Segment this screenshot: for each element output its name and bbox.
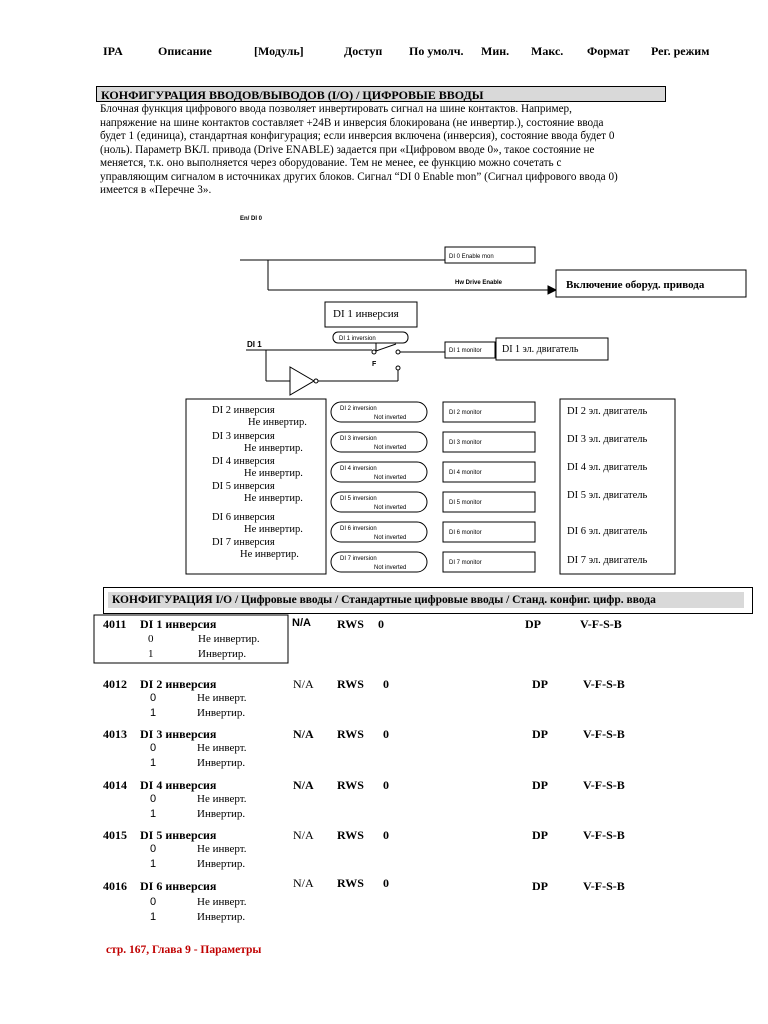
param-mode: V-F-S-B [583,727,625,741]
di4-inversion-pill: DI 4 inversion [340,466,377,472]
param-na: N/A [293,778,314,792]
di2-monitor: DI 2 monitor [449,410,482,416]
col-ipa: IPA [103,44,123,58]
di4-not-inverted-pill: Not inverted [374,475,407,481]
col-description: Описание [158,44,212,58]
option-label: Не инверт. [197,742,247,754]
paragraph-line: напряжение на шине контактов составляет +24В и инверсия блокирована (не инвертир.), состояние ввода [100,116,604,129]
paragraph-line: управляющим сигналом в источниках других блоков. Сигнал “DI 0 Enable mon” (Сигнал цифрового ввода 0) [100,170,618,183]
param-default: 0 [378,617,384,631]
param-format: DP [532,727,548,741]
param-na: N/A [293,828,314,842]
param-mode: V-F-S-B [583,828,625,842]
di2-motor: DI 2 эл. двигатель [567,406,648,417]
di6-monitor: DI 6 monitor [449,530,482,536]
di1-label: DI 1 [247,340,262,349]
en-di0-label: En/ DI 0 [240,216,263,222]
di5-motor: DI 5 эл. двигатель [567,490,648,501]
param-format: DP [525,617,541,631]
col-module: [Модуль] [254,44,304,58]
di7-inversion-label: DI 7 инверсия [212,537,275,548]
di3-not-inverted-label: Не инвертир. [244,443,303,454]
col-default: По умолч. [409,44,464,58]
option-value: 0 [150,793,157,805]
param-code: 4014 [103,778,127,792]
di5-not-inverted-pill: Not inverted [374,505,407,511]
param-default: 0 [383,727,389,741]
paragraph-line: Блочная функция цифрового ввода позволяет инвертировать сигнал на шине контактов. Например, [100,103,572,115]
param-name: DI 1 инверсия [140,617,217,631]
param-name: DI 2 инверсия [140,677,217,691]
di2-inversion-label: DI 2 инверсия [212,405,275,416]
di0-enable-mon-label: DI 0 Enable mon [449,254,494,260]
param-na: N/A [293,876,314,890]
drive-on-label: Включение оборуд. привода [566,279,705,291]
hw-drive-enable-label: Hw Drive Enable [455,280,503,286]
param-access: RWS [337,828,364,842]
di2-inversion-pill: DI 2 inversion [340,406,377,412]
f-label: F [372,361,377,368]
di5-monitor: DI 5 monitor [449,500,482,506]
col-max: Макс. [531,44,564,58]
option-value: 0 [150,692,157,704]
paragraph-line: имеется в «Перечне 3». [100,184,212,196]
param-na: N/A [293,727,314,741]
di1-motor-label: DI 1 эл. двигатель [502,344,579,355]
param-access: RWS [337,677,364,691]
col-access: Доступ [344,44,383,58]
option-value: 1 [148,648,154,660]
param-format: DP [532,677,548,691]
param-mode: V-F-S-B [583,879,625,893]
di5-inversion-pill: DI 5 inversion [340,496,377,502]
param-code: 4011 [103,617,127,631]
di4-not-inverted-label: Не инвертир. [244,468,303,479]
di5-not-inverted-label: Не инвертир. [244,493,303,504]
di3-inversion-pill: DI 3 inversion [340,436,377,442]
param-mode: V-F-S-B [580,617,622,631]
option-label: Инвертир. [197,757,246,769]
di7-inversion-pill: DI 7 inversion [340,556,377,562]
paragraph-line: будет 1 (единица), стандартная конфигурация; если инверсия включена (инверсия), состояние ввода будет 0 [100,130,615,142]
param-access: RWS [337,617,364,631]
option-value: 0 [150,742,157,754]
option-value: 0 [148,633,154,645]
option-label: Инвертир. [197,858,246,870]
di1-inversion-box-label: DI 1 inversion [339,336,376,342]
di7-monitor: DI 7 monitor [449,560,482,566]
paragraph-line: меняется, т.к. оно выполняется через оборудование. Тем не менее, ее функцию можно сочетать с [100,157,562,169]
option-label: Не инверт. [197,896,247,908]
param-format: DP [532,828,548,842]
option-value: 0 [150,896,157,908]
option-label: Не инверт. [197,793,247,805]
param-default: 0 [383,677,389,691]
di6-not-inverted-pill: Not inverted [374,535,407,541]
param-format: DP [532,778,548,792]
param-name: DI 5 инверсия [140,828,217,842]
di6-inversion-label: DI 6 инверсия [212,512,275,523]
option-value: 1 [150,808,157,820]
option-label: Не инверт. [197,692,247,704]
option-label: Не инвертир. [198,633,260,645]
option-value: 0 [150,843,157,855]
option-label: Инвертир. [197,808,246,820]
di6-motor: DI 6 эл. двигатель [567,526,648,537]
di3-inversion-label: DI 3 инверсия [212,431,275,442]
param-default: 0 [383,828,389,842]
option-value: 1 [150,858,157,870]
option-label: Не инверт. [197,843,247,855]
di7-not-inverted-label: Не инвертир. [240,549,299,560]
option-value: 1 [150,757,157,769]
di7-motor: DI 7 эл. двигатель [567,555,648,566]
di6-inversion-pill: DI 6 inversion [340,526,377,532]
param-na: N/A [293,677,314,691]
di1-inversion-label: DI 1 инверсия [333,308,399,320]
option-value: 1 [150,707,157,719]
paragraph-line: (ноль). Параметр ВКЛ. привода (Drive ENABLE) задается при «Цифровом вводе 0», такое состояние не [100,143,595,156]
param-mode: V-F-S-B [583,778,625,792]
param-na: N/A [292,617,311,629]
param-access: RWS [337,876,364,890]
param-code: 4013 [103,727,127,741]
param-name: DI 3 инверсия [140,727,217,741]
option-label: Инвертир. [198,648,247,660]
di2-not-inverted-label: Не инвертир. [248,417,307,428]
di4-monitor: DI 4 monitor [449,470,482,476]
di3-not-inverted-pill: Not inverted [374,445,407,451]
section-title-digital-inputs: КОНФИГУРАЦИЯ ВВОДОВ/ВЫВОДОВ (I/O) / ЦИФРОВЫЕ ВВОДЫ [96,86,666,102]
di4-inversion-label: DI 4 инверсия [212,456,275,467]
param-code: 4015 [103,828,127,842]
section-title-standard-inputs: КОНФИГУРАЦИЯ I/O / Цифровые вводы / Стандартные цифровые вводы / Станд. конфиг. цифр. ввода [108,592,744,608]
di2-not-inverted-pill: Not inverted [374,415,407,421]
di5-inversion-label: DI 5 инверсия [212,481,275,492]
param-default: 0 [383,778,389,792]
col-min: Мин. [481,44,510,58]
di7-not-inverted-pill: Not inverted [374,565,407,571]
option-value: 1 [150,911,157,923]
param-access: RWS [337,727,364,741]
param-code: 4016 [103,879,127,893]
col-mode: Рег. режим [651,44,710,58]
option-label: Инвертир. [197,911,246,923]
di3-motor: DI 3 эл. двигатель [567,434,648,445]
param-access: RWS [337,778,364,792]
di1-monitor-label: DI 1 monitor [449,348,482,354]
param-name: DI 6 инверсия [140,879,217,893]
param-default: 0 [383,876,389,890]
param-mode: V-F-S-B [583,677,625,691]
di6-not-inverted-label: Не инвертир. [244,524,303,535]
param-format: DP [532,879,548,893]
page-footer: стр. 167, Глава 9 - Параметры [106,944,262,956]
param-name: DI 4 инверсия [140,778,217,792]
param-code: 4012 [103,677,127,691]
di4-motor: DI 4 эл. двигатель [567,462,648,473]
col-format: Формат [587,44,630,58]
di3-monitor: DI 3 monitor [449,440,482,446]
option-label: Инвертир. [197,707,246,719]
